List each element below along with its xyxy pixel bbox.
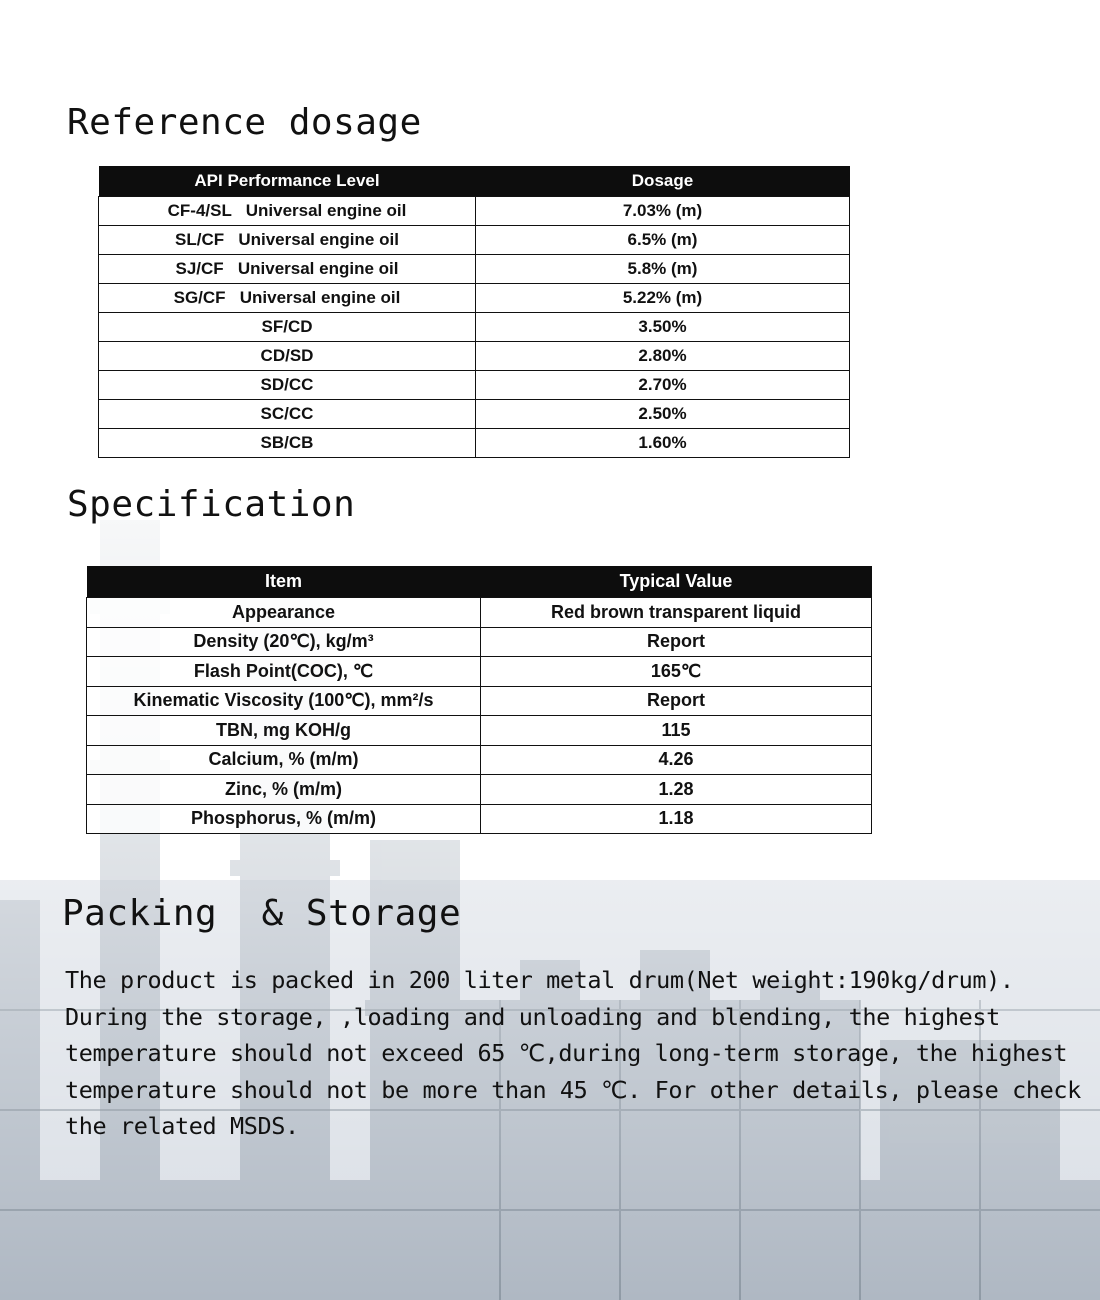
item-cell: Calcium, % (m/m) [87,745,481,775]
paragraph-line: During the storage, ,loading and unloading and blending, the highest [65,1002,1000,1031]
table-row [87,804,872,834]
dosage-cell: 2.70% [476,371,850,400]
table-row [99,342,850,371]
item-cell: Flash Point(COC), ℃ [87,657,481,687]
api-level-cell: SC/CC [99,400,476,429]
dosage-cell: 7.03% (m) [476,197,850,226]
api-level-cell: SL/CF Universal engine oil [99,226,476,255]
api-level-cell: SG/CF Universal engine oil [99,284,476,313]
item-cell: Phosphorus, % (m/m) [87,804,481,834]
table-row [99,197,850,226]
value-cell: 115 [481,716,872,746]
dosage-cell: 2.80% [476,342,850,371]
table-row [99,371,850,400]
value-cell: Red brown transparent liquid [481,598,872,628]
api-level-cell: CD/SD [99,342,476,371]
specification-title: Specification [67,484,356,525]
table-row [87,775,872,805]
table-row [99,400,850,429]
column-header-api-level: API Performance Level [99,166,476,197]
table-row [99,429,850,458]
api-level-cell: SJ/CF Universal engine oil [99,255,476,284]
reference-dosage-title: Reference dosage [67,102,422,143]
item-cell: Zinc, % (m/m) [87,775,481,805]
item-cell: TBN, mg KOH/g [87,716,481,746]
value-cell: Report [481,627,872,657]
table-row [99,226,850,255]
api-level-cell: SD/CC [99,371,476,400]
dosage-cell: 5.22% (m) [476,284,850,313]
paragraph-line: temperature should not be more than 45 ℃. For other details, please check [65,1075,1081,1104]
column-header-item: Item [87,566,481,598]
table-header-row [99,166,850,197]
packing-storage-paragraph [65,962,1081,1145]
item-cell: Density (20℃), kg/m³ [87,627,481,657]
table-row [87,716,872,746]
table-row [87,598,872,628]
paragraph-line: temperature should not exceed 65 ℃,during long-term storage, the highest [65,1039,1068,1068]
column-header-typical-value: Typical Value [481,566,872,598]
api-level-cell: CF-4/SL Universal engine oil [99,197,476,226]
paragraph-line: The product is packed in 200 liter metal drum(Net weight:190kg/drum). [65,966,1014,994]
dosage-cell: 2.50% [476,400,850,429]
table-row [87,627,872,657]
item-cell: Appearance [87,598,481,628]
table-row [99,313,850,342]
api-level-cell: SF/CD [99,313,476,342]
reference-dosage-table [98,166,850,458]
table-row [87,686,872,716]
item-cell: Kinematic Viscosity (100℃), mm²/s [87,686,481,716]
column-header-dosage: Dosage [476,166,850,197]
table-header-row [87,566,872,598]
table-row [87,745,872,775]
dosage-cell: 5.8% (m) [476,255,850,284]
packing-storage-title: Packing & Storage [62,893,462,934]
dosage-cell: 6.5% (m) [476,226,850,255]
table-row [99,255,850,284]
value-cell: 1.28 [481,775,872,805]
paragraph-line: the related MSDS. [65,1112,299,1141]
dosage-cell: 3.50% [476,313,850,342]
dosage-cell: 1.60% [476,429,850,458]
specification-table [86,566,872,834]
value-cell: 1.18 [481,804,872,834]
value-cell: 4.26 [481,745,872,775]
table-row [87,657,872,687]
api-level-cell: SB/CB [99,429,476,458]
value-cell: Report [481,686,872,716]
table-row [99,284,850,313]
value-cell: 165℃ [481,657,872,687]
